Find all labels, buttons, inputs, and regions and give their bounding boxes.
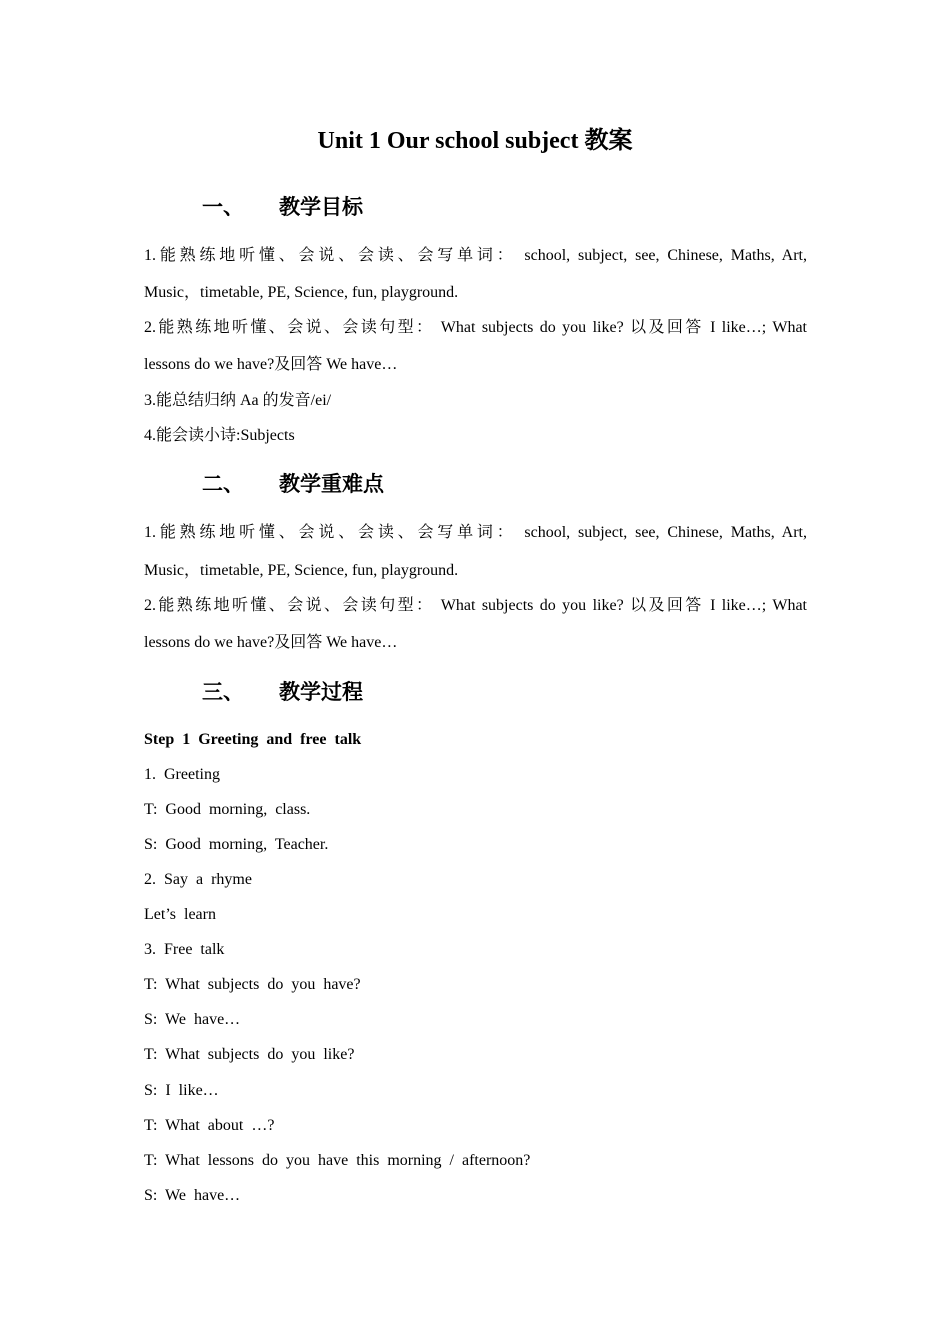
- section-number: 一、: [202, 195, 244, 219]
- process-line: Let’s learn: [144, 906, 216, 923]
- document-title: Unit 1 Our school subject 教案: [317, 128, 633, 154]
- section-title: 教学目标: [279, 195, 363, 219]
- process-line: T: What subjects do you have?: [144, 976, 361, 993]
- paragraph-line: 2.能熟练地听懂、会说、会读句型： What subjects do you like? 以及回答 I like…; What: [144, 597, 807, 614]
- process-line: T: What lessons do you have this morning / afternoon?: [144, 1152, 531, 1169]
- process-line: T: Good morning, class.: [144, 801, 311, 818]
- process-line: S: I like…: [144, 1082, 219, 1099]
- process-line: 3. Free talk: [144, 941, 225, 958]
- section-heading-objectives: [202, 192, 363, 222]
- paragraph-line: lessons do we have?及回答 We have…: [144, 356, 398, 373]
- section-number: 二、: [202, 472, 244, 496]
- paragraph-line: 2.能熟练地听懂、会说、会读句型： What subjects do you like? 以及回答 I like…; What: [144, 319, 807, 336]
- process-line: 1. Greeting: [144, 766, 220, 783]
- paragraph-line: Music，timetable, PE, Science, fun, playground.: [144, 284, 459, 301]
- paragraph-line: 1.能熟练地听懂、会说、会读、会写单词： school, subject, see, Chinese, Maths, Art,: [144, 247, 807, 264]
- section-number: 三、: [202, 680, 244, 704]
- section-heading-process: [202, 677, 363, 707]
- paragraph-line: lessons do we have?及回答 We have…: [144, 634, 398, 651]
- step-title: Step 1 Greeting and free talk: [144, 731, 362, 748]
- process-line: T: What subjects do you like?: [144, 1046, 355, 1063]
- section-title: 教学过程: [279, 680, 363, 704]
- section-heading-key-points: [202, 469, 384, 499]
- process-line: 2. Say a rhyme: [144, 871, 252, 888]
- section-title: 教学重难点: [279, 472, 384, 496]
- paragraph-line: 1.能熟练地听懂、会说、会读、会写单词： school, subject, see, Chinese, Maths, Art,: [144, 524, 807, 541]
- paragraph-line: 3.能总结归纳 Aa 的发音/ei/: [144, 392, 332, 409]
- process-line: S: We have…: [144, 1011, 241, 1028]
- process-line: S: Good morning, Teacher.: [144, 836, 329, 853]
- process-line: S: We have…: [144, 1187, 241, 1204]
- process-line: T: What about …?: [144, 1117, 275, 1134]
- paragraph-line: Music，timetable, PE, Science, fun, playground.: [144, 562, 459, 579]
- paragraph-line: 4.能会读小诗:Subjects: [144, 427, 295, 444]
